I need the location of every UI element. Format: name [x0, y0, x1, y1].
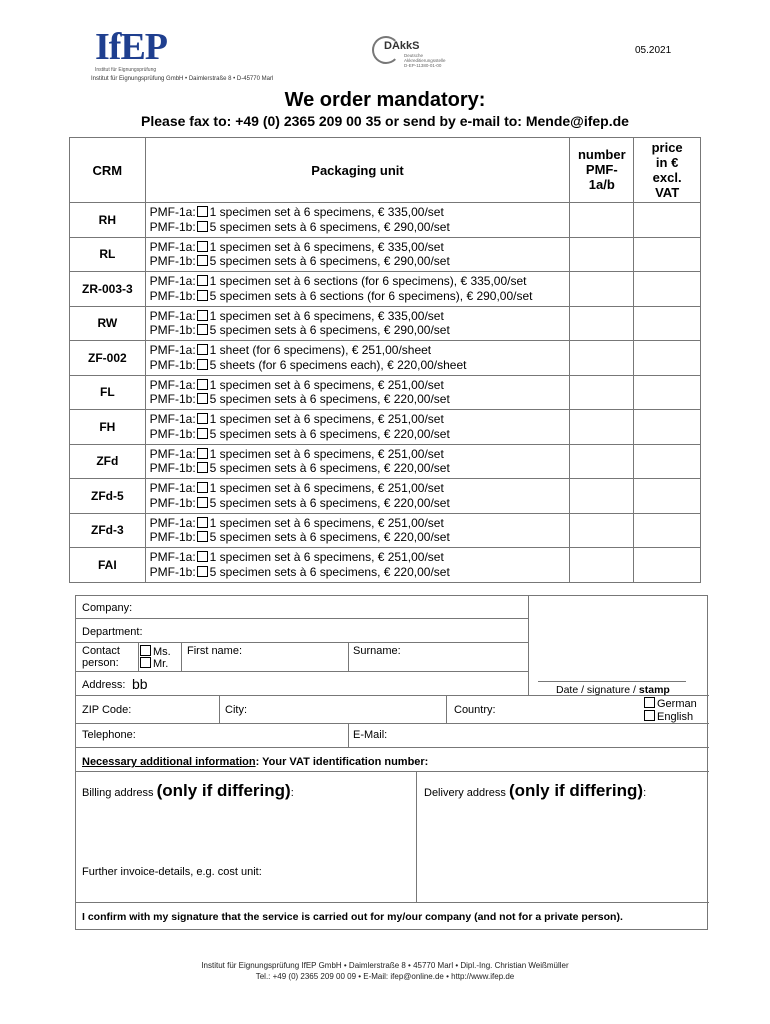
header-price-line: in € — [655, 155, 679, 170]
address-value[interactable]: bb — [132, 676, 148, 692]
header-price-line: excl. — [652, 170, 682, 185]
pmf-1a-checkbox[interactable] — [197, 206, 208, 217]
pmf-1b-text: 5 specimen sets à 6 specimens, € 290,00/set — [209, 323, 450, 338]
pmf-1b-checkbox[interactable] — [197, 221, 208, 232]
ifep-logo — [95, 28, 177, 74]
vat-label: : Your VAT identification number: — [255, 756, 429, 768]
pmf-1b-label: PMF-1b: — [149, 323, 196, 338]
number-input-cell[interactable] — [570, 341, 634, 376]
header-address: Institut für Eignungsprüfung GmbH • Daimlerstraße 8 • D-45770 Marl — [91, 76, 274, 82]
pmf-1a-label: PMF-1a: — [149, 205, 196, 220]
price-cell[interactable] — [634, 306, 701, 341]
price-cell[interactable] — [634, 410, 701, 445]
table-row — [70, 410, 701, 445]
pmf-1a-checkbox[interactable] — [197, 551, 208, 562]
packaging-cell — [145, 272, 570, 307]
header-crm: CRM — [70, 138, 146, 203]
pmf-1b-line — [150, 461, 570, 476]
crm-cell: FAI — [70, 548, 146, 583]
ifep-logo-text: IfEP — [95, 26, 167, 68]
salutation-mr — [139, 657, 168, 670]
customer-form — [75, 595, 708, 930]
pmf-1b-text: 5 specimen sets à 6 specimens, € 290,00/set — [209, 254, 450, 269]
pmf-1a-text: 1 specimen set à 6 specimens, € 335,00/set — [209, 239, 444, 254]
delivery-emph: (only if differing) — [508, 781, 644, 800]
pmf-1a-text: 1 specimen set à 6 specimens, € 251,00/set — [209, 412, 444, 427]
pmf-1a-label: PMF-1a: — [149, 412, 196, 427]
country-label: Country: — [454, 704, 496, 716]
crm-cell: RW — [70, 306, 146, 341]
packaging-cell — [145, 375, 570, 410]
table-row — [70, 513, 701, 548]
date-signature-text: Date / signature / — [556, 684, 639, 696]
crm-cell: RL — [70, 237, 146, 272]
pmf-1b-label: PMF-1b: — [149, 426, 196, 441]
pmf-1b-line — [150, 530, 570, 545]
price-cell[interactable] — [634, 237, 701, 272]
pmf-1a-text: 1 specimen set à 6 specimens, € 251,00/set — [209, 515, 444, 530]
telephone-label: Telephone: — [82, 729, 136, 741]
dakks-name: DAkkS — [384, 40, 420, 52]
pmf-1a-label: PMF-1a: — [149, 239, 196, 254]
number-input-cell[interactable] — [570, 272, 634, 307]
packaging-cell — [145, 410, 570, 445]
pmf-1a-label: PMF-1a: — [149, 515, 196, 530]
pmf-1b-label: PMF-1b: — [149, 288, 196, 303]
zip-label: ZIP Code: — [82, 704, 132, 716]
document-date: 05.2021 — [635, 45, 672, 56]
table-row — [70, 375, 701, 410]
pmf-1a-line — [150, 447, 570, 462]
order-table — [69, 137, 701, 583]
table-row — [70, 479, 701, 514]
pmf-1a-line — [150, 378, 570, 393]
table-row — [70, 203, 701, 238]
city-label: City: — [225, 704, 247, 716]
necessary-info-label: Necessary additional information — [82, 756, 256, 768]
department-label: Department: — [82, 626, 143, 638]
footer-line-1: Institut für Eignungsprüfung IfEP GmbH • Daimlerstraße 8 • 45770 Marl • Dipl.-Ing. Christian Weißmüller — [201, 961, 569, 970]
company-field[interactable] — [146, 598, 521, 616]
billing-emph: (only if differing) — [156, 781, 291, 800]
pmf-1a-text: 1 specimen set à 6 specimens, € 335,00/set — [209, 308, 444, 323]
header-price — [634, 138, 701, 203]
footer-line-2: Tel.: +49 (0) 2365 209 00 09 • E-Mail: ifep@online.de • http://www.ifep.de — [255, 972, 515, 981]
pmf-1a-line — [150, 240, 570, 255]
language-english — [643, 710, 693, 723]
packaging-cell — [145, 548, 570, 583]
surname-label: Surname: — [353, 645, 401, 657]
language-german — [643, 697, 697, 710]
packaging-cell — [145, 203, 570, 238]
ms-checkbox[interactable] — [140, 645, 151, 656]
delivery-colon: : — [643, 787, 647, 799]
pmf-1b-label: PMF-1b: — [149, 254, 196, 269]
number-input-cell[interactable] — [570, 203, 634, 238]
crm-cell: ZFd-5 — [70, 479, 146, 514]
pmf-1b-label: PMF-1b: — [149, 495, 196, 510]
pmf-1a-checkbox[interactable] — [197, 275, 208, 286]
date-signature-label — [556, 684, 670, 696]
pmf-1b-checkbox[interactable] — [197, 290, 208, 301]
pmf-1a-checkbox[interactable] — [197, 448, 208, 459]
pmf-1b-line — [150, 565, 570, 580]
fax-instructions: Please fax to: +49 (0) 2365 209 00 35 or send by e-mail to: Mende@ifep.de — [141, 113, 629, 129]
pmf-1b-text: 5 specimen sets à 6 sections (for 6 specimens), € 290,00/set — [209, 288, 533, 303]
packaging-cell — [145, 444, 570, 479]
pmf-1a-line — [150, 481, 570, 496]
price-cell[interactable] — [634, 444, 701, 479]
price-cell[interactable] — [634, 203, 701, 238]
footer — [0, 960, 770, 982]
contact-person-label: Contact person: — [82, 645, 120, 669]
pmf-1a-label: PMF-1a: — [149, 343, 196, 358]
stamp-text: stamp — [638, 684, 670, 696]
german-label: German — [657, 698, 697, 710]
pmf-1a-text: 1 specimen set à 6 specimens, € 251,00/set — [209, 481, 444, 496]
pmf-1b-checkbox[interactable] — [197, 324, 208, 335]
pmf-1b-line — [150, 496, 570, 511]
packaging-cell — [145, 341, 570, 376]
pmf-1a-checkbox[interactable] — [197, 482, 208, 493]
pmf-1a-checkbox[interactable] — [197, 517, 208, 528]
packaging-cell — [145, 479, 570, 514]
billing-address-text: Billing address — [82, 787, 157, 799]
pmf-1a-text: 1 sheet (for 6 specimens), € 251,00/sheet — [209, 343, 432, 358]
header-number-line: PMF- — [585, 162, 618, 177]
english-checkbox[interactable] — [644, 710, 655, 721]
crm-cell: ZR-003-3 — [70, 272, 146, 307]
header-price-line: price — [651, 140, 683, 155]
price-cell[interactable] — [634, 272, 701, 307]
pmf-1a-label: PMF-1a: — [149, 377, 196, 392]
header-price-line: VAT — [655, 185, 680, 200]
ms-label: Ms. — [153, 646, 171, 658]
pmf-1a-label: PMF-1a: — [149, 550, 196, 565]
price-cell[interactable] — [634, 548, 701, 583]
table-row — [70, 444, 701, 479]
table-row — [70, 272, 701, 307]
pmf-1b-checkbox[interactable] — [197, 462, 208, 473]
email-label: E-Mail: — [353, 729, 388, 741]
pmf-1b-line — [150, 254, 570, 269]
number-input-cell[interactable] — [570, 375, 634, 410]
pmf-1b-text: 5 specimen sets à 6 specimens, € 220,00/set — [209, 530, 450, 545]
crm-cell: RH — [70, 203, 146, 238]
pmf-1b-line — [150, 392, 570, 407]
pmf-1b-checkbox[interactable] — [197, 497, 208, 508]
pmf-1a-line — [150, 412, 570, 427]
pmf-1a-text: 1 specimen set à 6 sections (for 6 specimens), € 335,00/set — [209, 274, 527, 289]
header-number-line: number — [577, 147, 626, 162]
pmf-1b-text: 5 specimen sets à 6 specimens, € 220,00/set — [209, 564, 450, 579]
mr-checkbox[interactable] — [140, 657, 151, 668]
pmf-1a-line — [150, 550, 570, 565]
number-input-cell[interactable] — [570, 410, 634, 445]
table-row — [70, 548, 701, 583]
packaging-cell — [145, 513, 570, 548]
header-packaging: Packaging unit — [145, 138, 570, 203]
pmf-1b-text: 5 specimen sets à 6 specimens, € 220,00/set — [209, 426, 450, 441]
english-label: English — [657, 711, 694, 723]
pmf-1a-label: PMF-1a: — [149, 446, 196, 461]
pmf-1a-checkbox[interactable] — [197, 241, 208, 252]
pmf-1a-checkbox[interactable] — [197, 413, 208, 424]
pmf-1b-label: PMF-1b: — [149, 219, 196, 234]
pmf-1b-checkbox[interactable] — [197, 255, 208, 266]
pmf-1b-label: PMF-1b: — [149, 461, 196, 476]
german-checkbox[interactable] — [644, 697, 655, 708]
number-input-cell[interactable] — [570, 548, 634, 583]
pmf-1b-text: 5 specimen sets à 6 specimens, € 220,00/set — [209, 495, 450, 510]
pmf-1a-text: 1 specimen set à 6 specimens, € 251,00/set — [209, 446, 444, 461]
vat-info — [82, 756, 428, 768]
crm-cell: ZFd — [70, 444, 146, 479]
table-row — [70, 306, 701, 341]
header-number — [570, 138, 634, 203]
pmf-1a-line — [150, 516, 570, 531]
crm-cell: FL — [70, 375, 146, 410]
pmf-1b-line — [150, 358, 570, 373]
pmf-1a-text: 1 specimen set à 6 specimens, € 251,00/set — [209, 550, 444, 565]
pmf-1b-checkbox[interactable] — [197, 359, 208, 370]
pmf-1b-label: PMF-1b: — [149, 392, 196, 407]
pmf-1b-text: 5 specimen sets à 6 specimens, € 290,00/set — [209, 219, 450, 234]
crm-cell: ZF-002 — [70, 341, 146, 376]
ifep-logo-tagline: Institut für Eignungsprüfung — [95, 67, 157, 73]
pmf-1a-checkbox[interactable] — [197, 344, 208, 355]
pmf-1a-label: PMF-1a: — [149, 308, 196, 323]
price-cell[interactable] — [634, 341, 701, 376]
pmf-1a-label: PMF-1a: — [149, 481, 196, 496]
billing-address-label — [82, 781, 294, 801]
dakks-logo — [372, 36, 462, 72]
pmf-1a-text: 1 specimen set à 6 specimens, € 251,00/set — [209, 377, 444, 392]
number-input-cell[interactable] — [570, 306, 634, 341]
crm-cell: ZFd-3 — [70, 513, 146, 548]
crm-cell: FH — [70, 410, 146, 445]
number-input-cell[interactable] — [570, 444, 634, 479]
pmf-1a-text: 1 specimen set à 6 specimens, € 335,00/set — [209, 205, 444, 220]
packaging-cell — [145, 306, 570, 341]
pmf-1a-checkbox[interactable] — [197, 379, 208, 390]
pmf-1b-checkbox[interactable] — [197, 531, 208, 542]
pmf-1a-line — [150, 274, 570, 289]
pmf-1b-label: PMF-1b: — [149, 357, 196, 372]
address-label: Address: — [82, 679, 126, 691]
pmf-1a-line — [150, 205, 570, 220]
number-input-cell[interactable] — [570, 479, 634, 514]
pmf-1b-line — [150, 427, 570, 442]
invoice-details-label: Further invoice-details, e.g. cost unit: — [82, 866, 262, 878]
pmf-1b-line — [150, 289, 570, 304]
table-row — [70, 237, 701, 272]
pmf-1b-text: 5 specimen sets à 6 specimens, € 220,00/set — [209, 461, 450, 476]
department-field[interactable] — [156, 620, 521, 640]
pmf-1a-label: PMF-1a: — [149, 274, 196, 289]
pmf-1b-label: PMF-1b: — [149, 530, 196, 545]
page-title: We order mandatory: — [284, 89, 486, 111]
pmf-1b-text: 5 sheets (for 6 specimens each), € 220,00/sheet — [209, 357, 467, 372]
billing-colon: : — [290, 787, 294, 799]
pmf-1a-line — [150, 343, 570, 358]
company-label: Company: — [82, 602, 133, 614]
pmf-1a-line — [150, 309, 570, 324]
delivery-address-text: Delivery address — [424, 787, 509, 799]
header-number-line: 1a/b — [588, 177, 615, 192]
pmf-1b-text: 5 specimen sets à 6 specimens, € 220,00/set — [209, 392, 450, 407]
number-input-cell[interactable] — [570, 237, 634, 272]
price-cell[interactable] — [634, 513, 701, 548]
number-input-cell[interactable] — [570, 513, 634, 548]
pmf-1b-line — [150, 220, 570, 235]
pmf-1b-line — [150, 323, 570, 338]
price-cell[interactable] — [634, 375, 701, 410]
pmf-1b-checkbox[interactable] — [197, 393, 208, 404]
pmf-1a-checkbox[interactable] — [197, 310, 208, 321]
mr-label: Mr. — [153, 658, 169, 670]
pmf-1b-checkbox[interactable] — [197, 566, 208, 577]
price-cell[interactable] — [634, 479, 701, 514]
table-row — [70, 341, 701, 376]
pmf-1b-label: PMF-1b: — [149, 564, 196, 579]
first-name-label: First name: — [187, 645, 243, 657]
delivery-address-label — [424, 781, 646, 801]
dakks-subtitle: Deutsche Akkreditierungsstelle D-EP-11380-01-00 — [404, 53, 446, 68]
packaging-cell — [145, 237, 570, 272]
order-table-header — [70, 138, 701, 203]
pmf-1b-checkbox[interactable] — [197, 428, 208, 439]
confirmation-text: I confirm with my signature that the service is carried out for my/our company (and not for a private person). — [82, 911, 623, 923]
